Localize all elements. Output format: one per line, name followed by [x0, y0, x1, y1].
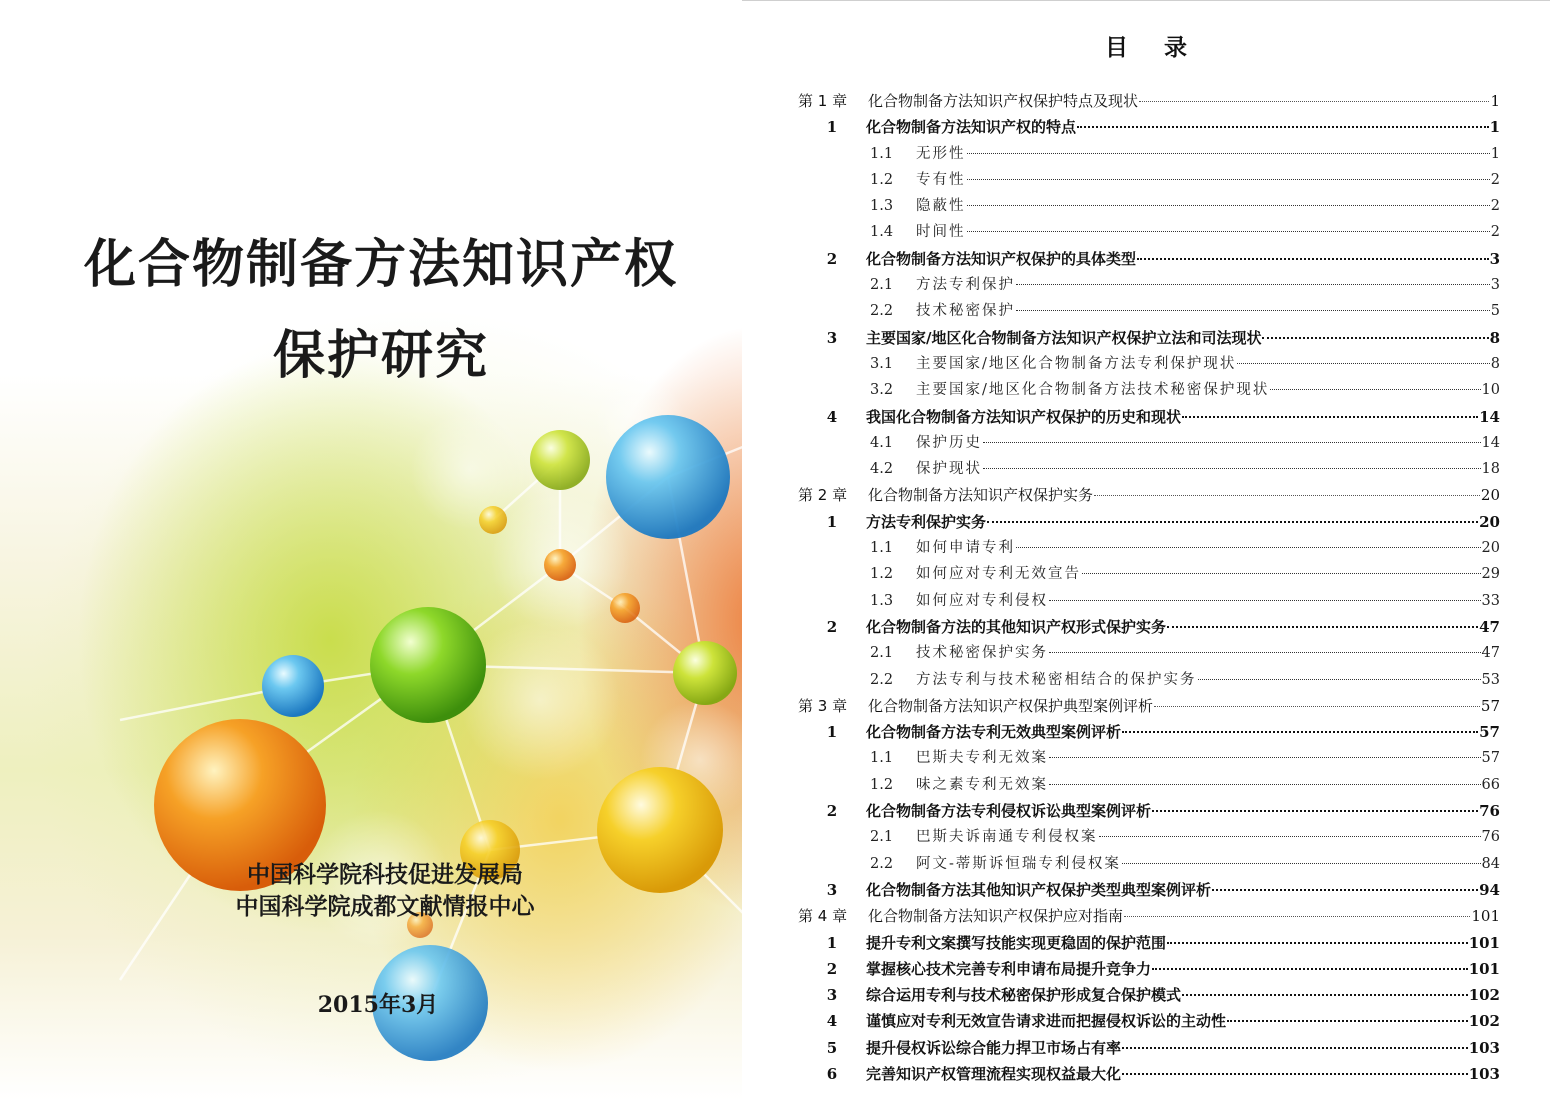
toc-entry-section[interactable]: [798, 877, 1500, 903]
toc-leader-dots: [1049, 784, 1481, 785]
toc-entry-sub[interactable]: [798, 667, 1500, 693]
toc-entry-number: 2.2: [870, 855, 894, 872]
toc-entry-section[interactable]: [798, 246, 1500, 272]
toc-entry-title: 我国化合物制备方法知识产权保护的历史和现状: [866, 407, 1182, 426]
toc-entry-page: 57: [1481, 750, 1500, 767]
toc-entry-page: 57: [1479, 723, 1500, 742]
toc-entry-sub[interactable]: [798, 167, 1500, 193]
toc-entry-title: 隐蔽性: [916, 198, 966, 215]
toc-entry-number: 1.2: [870, 776, 894, 793]
toc-leader-dots: [983, 442, 1481, 443]
toc-entry-page: 1: [1490, 92, 1500, 110]
toc-entry-title: 化合物制备方法知识产权保护典型案例评析: [868, 696, 1154, 715]
toc-entry-page: 10: [1481, 382, 1500, 399]
toc-entry-page: 103: [1468, 1038, 1500, 1057]
toc-entry-number: 第 4 章: [798, 907, 848, 926]
toc-entry-sub[interactable]: [798, 588, 1500, 614]
toc-entry-number: 4: [826, 407, 838, 426]
toc-leader-dots: [1270, 389, 1480, 390]
toc-entry-page: 53: [1481, 671, 1500, 688]
toc-entry-section[interactable]: [798, 798, 1500, 824]
toc-entry-number: 1.1: [870, 145, 894, 162]
toc-entry-title: 阿文-蒂斯诉恒瑞专利侵权案: [916, 855, 1121, 872]
toc-entry-section[interactable]: [798, 1008, 1500, 1034]
toc-entry-page: 57: [1480, 696, 1500, 715]
toc-entry-sub[interactable]: [798, 272, 1500, 298]
toc-entry-title: 完善知识产权管理流程实现权益最大化: [866, 1064, 1122, 1083]
toc-entry-number: 2: [826, 249, 838, 268]
toc-entry-page: 5: [1490, 303, 1500, 320]
toc-entry-page: 102: [1468, 1012, 1500, 1031]
toc-entry-title: 掌握核心技术完善专利申请布局提升竞争力: [866, 959, 1152, 978]
toc-entry-sub[interactable]: [798, 430, 1500, 456]
toc-leader-dots: [1049, 652, 1481, 653]
toc-entry-page: 14: [1479, 407, 1500, 426]
toc-entry-number: 3: [826, 986, 838, 1005]
toc-entry-section[interactable]: [798, 982, 1500, 1008]
toc-entry-title: 谨慎应对专利无效宣告请求进而把握侵权诉讼的主动性: [866, 1012, 1227, 1031]
toc-leader-dots: [1099, 836, 1481, 837]
toc-entry-number: 6: [826, 1064, 838, 1083]
toc-leader-dots: [1094, 495, 1480, 496]
book-cover: [0, 0, 762, 1100]
toc-entry-section[interactable]: [798, 114, 1500, 140]
toc-entry-chapter[interactable]: [798, 693, 1500, 719]
toc-entry-title: 化合物制备方法知识产权保护的具体类型: [866, 249, 1137, 268]
toc-entry-title: 如何应对专利侵权: [916, 592, 1048, 609]
toc-entry-number: 3: [826, 880, 838, 899]
toc-entry-number: 4.2: [870, 461, 894, 478]
toc-entry-title: 如何申请专利: [916, 540, 1015, 557]
toc-entry-sub[interactable]: [798, 193, 1500, 219]
toc-entry-page: 14: [1481, 434, 1500, 451]
toc-entry-number: 第 1 章: [798, 92, 848, 110]
toc-entry-page: 8: [1489, 328, 1500, 347]
toc-entry-page: 76: [1481, 829, 1500, 846]
toc-leader-dots: [1137, 258, 1489, 260]
toc-entry-chapter[interactable]: [798, 903, 1500, 929]
toc-entry-chapter[interactable]: [798, 88, 1500, 114]
toc-entry-number: 第 2 章: [798, 486, 848, 505]
toc-entry-section[interactable]: [798, 930, 1500, 956]
toc-entry-number: 3.1: [870, 355, 894, 372]
toc-leader-dots: [1182, 994, 1468, 996]
toc-entry-number: 2: [826, 617, 838, 636]
toc-entry-page: 101: [1468, 933, 1500, 952]
toc-entry-sub[interactable]: [798, 219, 1500, 245]
toc-entry-page: 20: [1479, 512, 1500, 531]
toc-entry-title: 技术秘密保护实务: [916, 645, 1048, 662]
toc-entry-page: 102: [1468, 986, 1500, 1005]
toc-entry-page: 3: [1490, 277, 1500, 294]
toc-entry-sub[interactable]: [798, 535, 1500, 561]
toc-entry-number: 5: [826, 1038, 838, 1057]
toc-leader-dots: [1016, 310, 1490, 311]
toc-leader-dots: [1082, 573, 1481, 574]
toc-entry-number: 1.2: [870, 171, 894, 188]
toc-entry-title: 时间性: [916, 224, 966, 241]
toc-heading: 目 录: [1104, 35, 1201, 61]
toc-entry-page: 18: [1481, 461, 1500, 478]
toc-entry-page: 20: [1481, 540, 1500, 557]
cover-publisher-2: 中国科学院成都文献情报中心: [235, 893, 535, 920]
toc-leader-dots: [967, 231, 1490, 232]
toc-entry-page: 2: [1490, 171, 1500, 188]
toc-entry-page: 47: [1479, 617, 1500, 636]
toc-entry-title: 保护现状: [916, 461, 982, 478]
toc-entry-page: 8: [1490, 355, 1500, 372]
toc-entry-sub[interactable]: [798, 640, 1500, 666]
toc-leader-dots: [1182, 416, 1478, 418]
toc-leader-dots: [987, 521, 1478, 523]
cover-title-line1: 化合物制备方法知识产权: [83, 234, 678, 295]
toc-entry-section[interactable]: [798, 614, 1500, 640]
toc-entry-number: 1: [826, 512, 838, 531]
toc-leader-dots: [1016, 284, 1490, 285]
molecule-illustration: [0, 0, 762, 1100]
toc-entry-section[interactable]: [798, 325, 1500, 351]
toc-leader-dots: [1016, 547, 1481, 548]
toc-entry-page: 94: [1479, 880, 1500, 899]
toc-entry-sub[interactable]: [798, 298, 1500, 324]
toc-entry-number: 2: [826, 802, 838, 821]
toc-entry-title: 专有性: [916, 171, 966, 188]
toc-entry-section[interactable]: [798, 956, 1500, 982]
toc-entry-number: 2: [826, 959, 838, 978]
toc-entry-number: 1: [826, 118, 838, 137]
toc-entry-number: 2.2: [870, 671, 894, 688]
toc-leader-dots: [1152, 968, 1468, 970]
toc-entry-sub[interactable]: [798, 772, 1500, 798]
toc-leader-dots: [983, 468, 1481, 469]
toc-entry-section[interactable]: [798, 719, 1500, 745]
toc-entry-page: 3: [1489, 249, 1500, 268]
cover-publisher-1: 中国科学院科技促进发展局: [247, 861, 523, 888]
cover-title-line2: 保护研究: [272, 325, 489, 386]
toc-leader-dots: [1167, 942, 1468, 944]
toc-entry-sub[interactable]: [798, 141, 1500, 167]
toc-entry-title: 化合物制备方法专利无效典型案例评析: [866, 723, 1122, 742]
toc-entry-page: 33: [1481, 592, 1500, 609]
toc-entry-number: 2.1: [870, 277, 894, 294]
toc-entry-sub[interactable]: [798, 824, 1500, 850]
toc-leader-dots: [1154, 706, 1480, 707]
toc-leader-dots: [1122, 863, 1481, 864]
toc-entry-sub[interactable]: [798, 851, 1500, 877]
toc-entry-page: 29: [1481, 566, 1500, 583]
toc-entry-title: 化合物制备方法的其他知识产权形式保护实务: [866, 617, 1167, 636]
toc-entry-section[interactable]: [798, 1061, 1500, 1087]
toc-entry-number: 3.2: [870, 382, 894, 399]
toc-entry-title: 提升侵权诉讼综合能力捍卫市场占有率: [866, 1038, 1122, 1057]
toc-entry-page: 20: [1480, 486, 1500, 505]
toc-entry-title: 主要国家/地区化合物制备方法专利保护现状: [916, 355, 1237, 372]
toc-entry-title: 主要国家/地区化合物制备方法技术秘密保护现状: [916, 382, 1270, 399]
toc-entry-sub[interactable]: [798, 745, 1500, 771]
toc-leader-dots: [1139, 101, 1489, 102]
toc-entry-number: 1.3: [870, 198, 894, 215]
toc-entry-title: 技术秘密保护: [916, 303, 1015, 320]
toc-leader-dots: [967, 153, 1490, 154]
toc-entry-number: 1: [826, 933, 838, 952]
toc-entry-page: 101: [1468, 959, 1500, 978]
toc-entry-number: 1.1: [870, 750, 894, 767]
toc-leader-dots: [967, 179, 1490, 180]
cover-date: 2015年3月: [317, 992, 439, 1018]
toc-entry-page: 76: [1479, 802, 1500, 821]
toc-entry-page: 66: [1481, 776, 1500, 793]
toc-entry-page: 1: [1489, 118, 1500, 137]
toc-entry-section[interactable]: [798, 509, 1500, 535]
toc-entry-title: 提升专利文案撰写技能实现更稳固的保护范围: [866, 933, 1167, 952]
toc-leader-dots: [1122, 1047, 1468, 1049]
toc-entry-title: 化合物制备方法知识产权保护特点及现状: [868, 92, 1139, 110]
toc-entry-number: 2.1: [870, 645, 894, 662]
toc-entry-number: 1.4: [870, 224, 894, 241]
toc-entry-title: 方法专利保护实务: [866, 512, 987, 531]
toc-leader-dots: [1227, 1020, 1468, 1022]
toc-leader-dots: [1152, 810, 1478, 812]
toc-entry-number: 2.2: [870, 303, 894, 320]
toc-entry-chapter[interactable]: [798, 482, 1500, 508]
toc-entry-number: 2.1: [870, 829, 894, 846]
toc-entry-section[interactable]: [798, 404, 1500, 430]
toc-entry-page: 101: [1471, 907, 1500, 926]
toc-entry-sub[interactable]: [798, 561, 1500, 587]
toc-entry-sub[interactable]: [798, 456, 1500, 482]
toc-entry-page: 2: [1490, 224, 1500, 241]
toc-entry-title: 味之素专利无效案: [916, 776, 1048, 793]
toc-leader-dots: [1262, 337, 1488, 339]
toc-entry-number: 3: [826, 328, 838, 347]
toc-entry-title: 主要国家/地区化合物制备方法知识产权保护立法和司法现状: [866, 328, 1262, 347]
toc-entry-title: 无形性: [916, 145, 966, 162]
toc-entry-title: 化合物制备方法其他知识产权保护类型典型案例评析: [866, 880, 1212, 899]
toc-entry-title: 方法专利与技术秘密相结合的保护实务: [916, 671, 1197, 688]
toc-entry-page: 1: [1490, 145, 1500, 162]
toc-leader-dots: [1049, 600, 1481, 601]
toc-entry-section[interactable]: [798, 1035, 1500, 1061]
toc-entry-title: 化合物制备方法知识产权保护实务: [868, 486, 1094, 505]
toc-entry-number: 1.1: [870, 540, 894, 557]
toc-entry-title: 保护历史: [916, 434, 982, 451]
toc-entry-sub[interactable]: [798, 351, 1500, 377]
toc-leader-dots: [1124, 916, 1470, 917]
toc-entry-page: 84: [1481, 855, 1500, 872]
toc-entry-page: 103: [1468, 1064, 1500, 1083]
toc-entry-title: 如何应对专利无效宣告: [916, 566, 1081, 583]
toc-entry-number: 1.2: [870, 566, 894, 583]
toc-entry-title: 巴斯夫诉南通专利侵权案: [916, 829, 1098, 846]
toc-leader-dots: [1122, 731, 1478, 733]
toc-entry-number: 4: [826, 1012, 838, 1031]
toc-leader-dots: [1122, 1073, 1468, 1075]
toc-entry-number: 1: [826, 723, 838, 742]
toc-leader-dots: [1077, 126, 1489, 128]
table-of-contents-page: [742, 0, 1550, 1101]
toc-leader-dots: [1049, 757, 1481, 758]
toc-leader-dots: [1198, 679, 1481, 680]
toc-entry-title: 化合物制备方法知识产权保护应对指南: [868, 907, 1124, 926]
toc-entry-title: 方法专利保护: [916, 277, 1015, 294]
toc-entry-number: 第 3 章: [798, 696, 848, 715]
toc-list: [798, 88, 1500, 1087]
toc-entry-title: 巴斯夫专利无效案: [916, 750, 1048, 767]
toc-leader-dots: [1237, 363, 1489, 364]
toc-entry-number: 4.1: [870, 434, 894, 451]
toc-entry-page: 47: [1481, 645, 1500, 662]
toc-leader-dots: [1212, 889, 1478, 891]
toc-entry-page: 2: [1490, 198, 1500, 215]
toc-entry-title: 化合物制备方法专利侵权诉讼典型案例评析: [866, 802, 1152, 821]
toc-entry-title: 综合运用专利与技术秘密保护形成复合保护模式: [866, 986, 1182, 1005]
toc-entry-sub[interactable]: [798, 377, 1500, 403]
toc-leader-dots: [967, 205, 1490, 206]
toc-entry-title: 化合物制备方法知识产权的特点: [866, 118, 1077, 137]
toc-leader-dots: [1167, 626, 1478, 628]
toc-entry-number: 1.3: [870, 592, 894, 609]
